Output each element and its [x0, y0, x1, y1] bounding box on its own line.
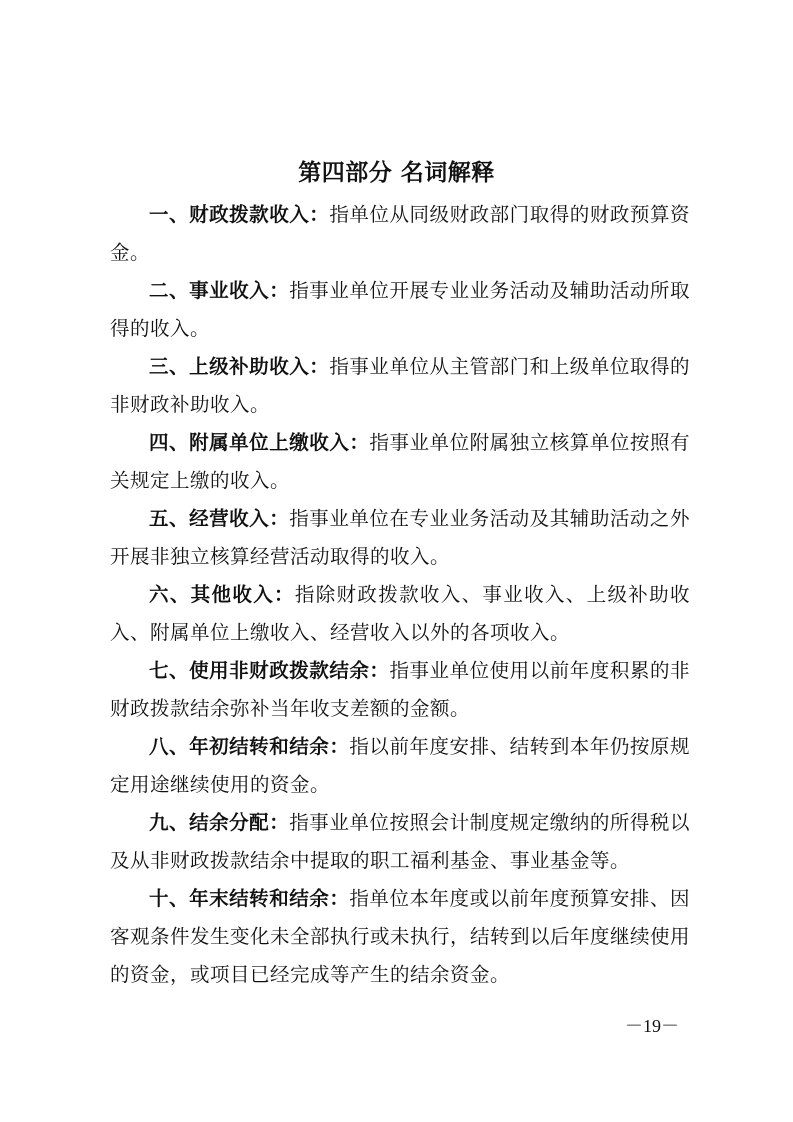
definition-item: [110, 272, 690, 348]
definition-item: [110, 424, 690, 500]
definition-text: 指事业单位使用以前年度积累的非财政拨款结余弥补当年收支差额的金额。: [110, 659, 690, 720]
definition-item: [110, 576, 690, 652]
definition-text: 指事业单位开展专业业务活动及辅助活动所取得的收入。: [110, 279, 690, 340]
page-title: 第四部分 名词解释: [298, 160, 495, 187]
definition-term: 十、年末结转和结余：: [149, 887, 350, 910]
definition-item: [110, 196, 690, 272]
definition-item: [110, 348, 690, 424]
definition-text: 指事业单位从主管部门和上级单位取得的非财政补助收入。: [110, 355, 690, 416]
definition-term: 九、结余分配：: [149, 811, 290, 834]
definition-item: [110, 880, 690, 994]
definition-text: 指以前年度安排、结转到本年仍按原规定用途继续使用的资金。: [110, 735, 690, 796]
definition-text: 指单位本年度或以前年度预算安排、因客观条件发生变化未全部执行或未执行，结转到以后年度继续使用的资金，或项目已经完成等产生的结余资金。: [110, 887, 691, 986]
definition-term: 四、附属单位上缴收入：: [149, 431, 370, 454]
definition-item: [110, 804, 690, 880]
definition-item: [110, 500, 690, 576]
definition-term: 五、经营收入：: [149, 507, 290, 530]
definition-text: 指除财政拨款收入、事业收入、上级补助收入、附属单位上缴收入、经营收入以外的各项收入。: [110, 583, 690, 644]
definition-list: [110, 196, 690, 994]
definition-term: 二、事业收入：: [149, 279, 290, 302]
definition-text: 指事业单位按照会计制度规定缴纳的所得税以及从非财政拨款结余中提取的职工福利基金、事业基金等。: [110, 811, 690, 872]
definition-item: [110, 728, 690, 804]
definition-term: 六、其他收入：: [149, 583, 295, 606]
definition-text: 指事业单位附属独立核算单位按照有关规定上缴的收入。: [110, 431, 690, 492]
definition-item: [110, 652, 690, 728]
definition-term: 八、年初结转和结余：: [149, 735, 350, 758]
definition-term: 一、财政拨款收入：: [149, 203, 330, 226]
page-number: －19－: [625, 1016, 679, 1036]
definition-term: 三、上级补助收入：: [149, 355, 330, 378]
definition-term: 七、使用非财政拨款结余：: [149, 659, 390, 682]
definition-text: 指事业单位在专业业务活动及其辅助活动之外开展非独立核算经营活动取得的收入。: [110, 507, 690, 568]
definition-text: 指单位从同级财政部门取得的财政预算资金。: [110, 203, 690, 264]
